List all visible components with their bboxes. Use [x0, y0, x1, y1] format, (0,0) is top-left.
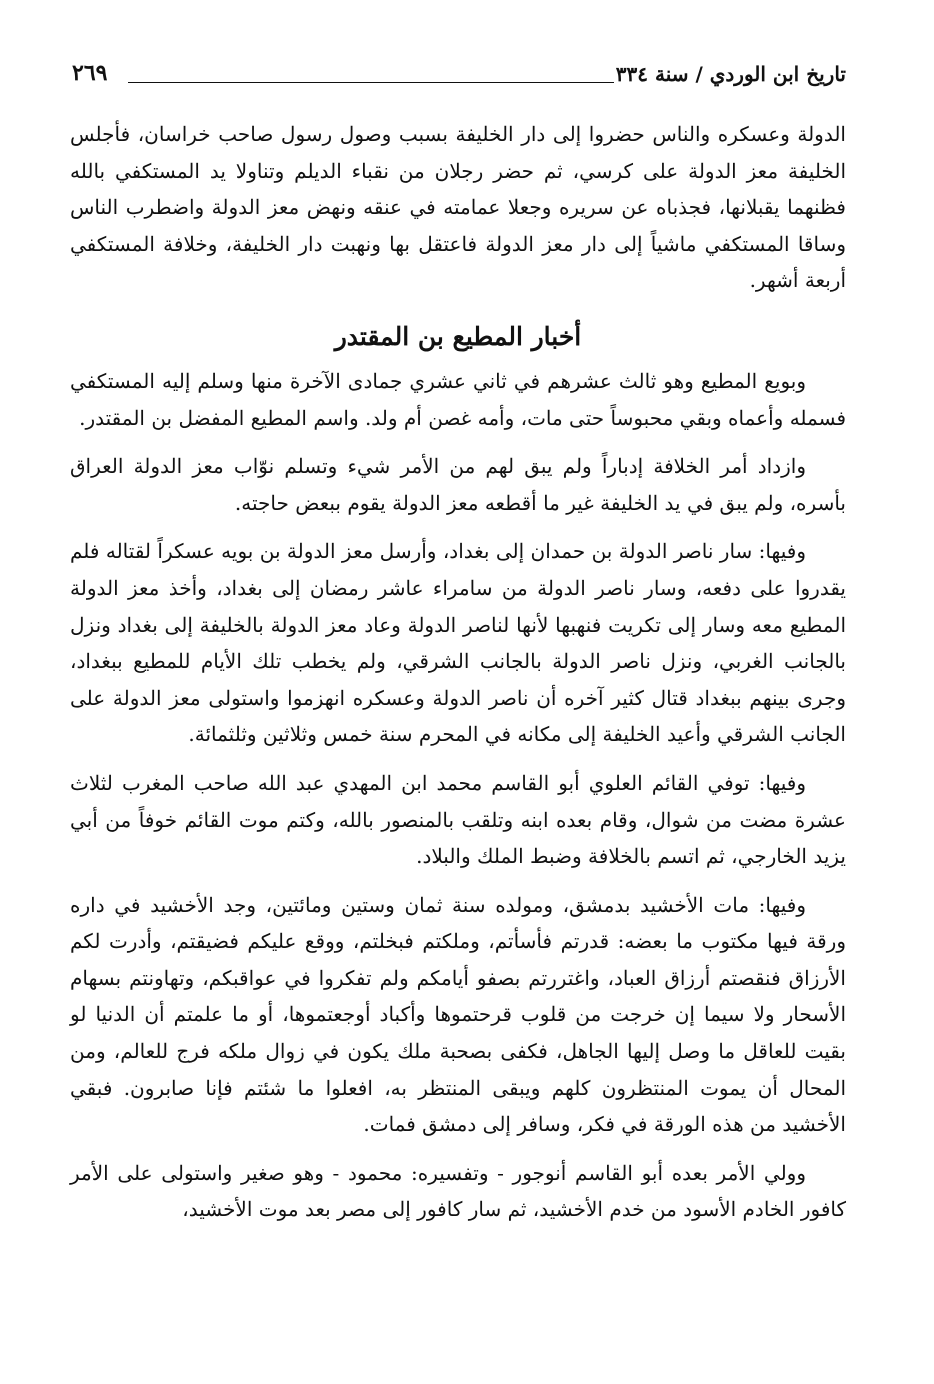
paragraph-6: وفيها: مات الأخشيد بدمشق، ومولده سنة ثمان وستين ومائتين، وجد الأخشيد في داره ورقة فيها مكتوب ما بعضه: قدرتم فأسأتم، وملكتم فبخلتم، ووقع عليكم فضيقتم، وأدرت لكم الأرزاق فنقصتم أرزاق العباد، واغتررتم بصفو أيامكم ولم تفكروا في عواقبكم، وتهاونتم بسهام الأسحار ولا سيما إن خرجت من قلوب قرحتموها وأكباد أوجعتموها، أو ما علمتم أن الدنيا لو بقيت للعاقل ما وصل إليها الجاهل، فكفى بصحبة ملك يكون في زوال ملكه فرج للعالم، ومن المحال أن يموت المنتظرون كلهم ويبقى المنتظر به، افعلوا ما شئتم فإنا صابرون. فبقي الأخشيد من هذه الورقة في فكر، وسافر إلى دمشق فمات.	[70, 892, 847, 1137]
running-title: تاريخ ابن الوردي / سنة ٣٣٤	[615, 62, 846, 86]
paragraph-1: الدولة وعسكره والناس حضروا إلى دار الخليفة بسبب وصول رسول صاحب خراسان، فأجلس الخليفة معز الدولة على كرسي، ثم حضر رجلان من نقباء الديلم وتناولا يد المستكفي بالله فظنهما يقبلانها، فجذباه عن سريره وجعلا عمامته في عنقه ونهض معز الدولة واضطرب الناس وساقا المستكفي ماشياً إلى دار معز الدولة فاعتقل بها ونهبت دار الخليفة، وخلافة المستكفي أربعة أشهر.	[70, 122, 847, 293]
paragraph-2: وبويع المطيع وهو ثالث عشرهم في ثاني عشري جمادى الآخرة منها وسلم إليه المستكفي فسمله وأعماه وبقي محبوساً حتى مات، وأمه غصن أم ولد. واسم المطيع المفضل بن المقتدر.	[70, 368, 846, 430]
running-header	[70, 54, 846, 88]
paragraph-7: وولي الأمر بعده أبو القاسم أنوجور - وتفسيره: محمود - وهو صغير واستولى على الأمر كافور الخادم الأسود من خدم الأخشيد، ثم سار كافور إلى مصر بعد موت الأخشيد،	[70, 1160, 846, 1222]
paragraph-3: وازداد أمر الخلافة إدباراً ولم يبق لهم من الأمر شيء وتسلم نوّاب معز الدولة العراق بأسره، ولم يبق في يد الخليفة غير ما أقطعه معز الدولة يقوم ببعض حاجته.	[70, 454, 846, 515]
paragraph-5: وفيها: توفي القائم العلوي أبو القاسم محمد ابن المهدي عبد الله صاحب المغرب لثلاث عشرة مضت من شوال، وقام بعده ابنه وتلقب بالمنصور بالله، وكتم موت القائم خوفاً من أبي يزيد الخارجي، ثم اتسم بالخلافة وضبط الملك والبلاد.	[70, 770, 846, 869]
book-page	[70, 54, 846, 1228]
paragraph-4: وفيها: سار ناصر الدولة بن حمدان إلى بغداد، وأرسل معز الدولة بن بويه عسكراً لقتاله فلم يقدروا على دفعه، وسار ناصر الدولة من سامراء عاشر رمضان إلى بغداد، وأخذ معز الدولة المطيع معه وسار إلى تكريت فنهبها لأنها لناصر الدولة وعاد معز الدولة بالخليفة إلى بغداد ونزل بالجانب الغربي، ونزل ناصر الدولة بالجانب الشرقي، ولم يخطب تلك الأيام للمطيع ببغداد، وجرى بينهم ببغداد قتال كثير آخره أن ناصر الدولة وعسكره انهزموا واستولى معز الدولة على الجانب الشرقي وأعيد الخليفة إلى مكانه في المحرم سنة خمس وثلاثين وثلثمائة.	[70, 539, 847, 747]
section-heading: أخبار المطيع بن المقتدر	[334, 321, 582, 351]
page-number: ٢٦٩	[72, 60, 108, 86]
header-rule	[128, 82, 614, 83]
